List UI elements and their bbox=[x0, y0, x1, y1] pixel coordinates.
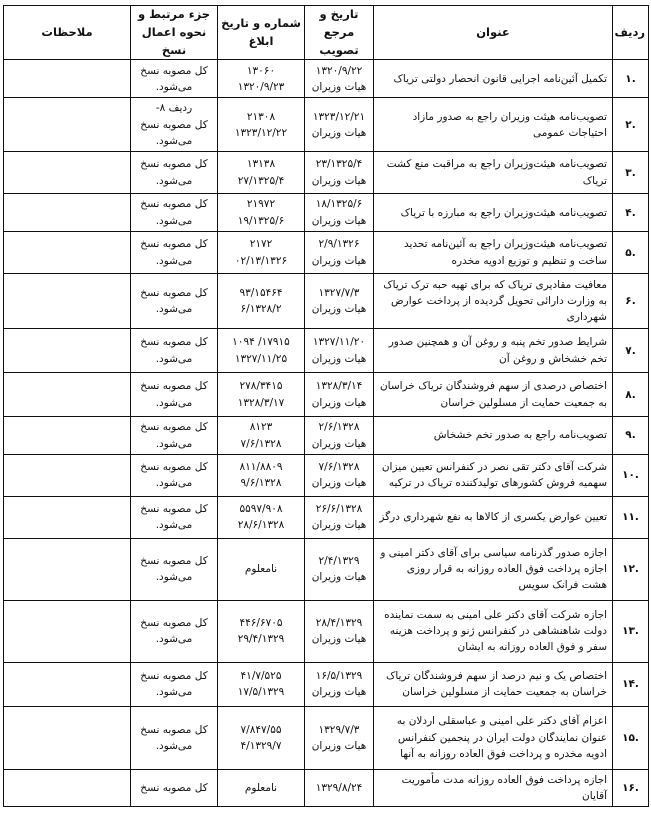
title-cell: اجازه شرکت آقای دکتر علی امینی به سمت نماینده دولت شاهنشاهی در کنفرانس ژنو و پرداخت هزینه سفر و فوق العاده روزانه به ایشان bbox=[374, 600, 613, 662]
table-row bbox=[4, 600, 649, 662]
number-date-cell bbox=[218, 538, 305, 600]
repeal-text: کل مصوبه نسخ bbox=[140, 503, 208, 515]
date-ref-cell bbox=[305, 232, 374, 274]
repeal-text: کل مصوبه نسخ bbox=[140, 670, 208, 682]
approval-date: ١٣٢٨/۶/٢۶ bbox=[315, 503, 363, 515]
repeal-text: کل مصوبه نسخ bbox=[140, 781, 208, 794]
number-date-cell bbox=[218, 662, 305, 706]
date-ref-cell bbox=[305, 769, 374, 807]
notification-date: ١٣٢٠/٩/٢٣ bbox=[237, 80, 285, 93]
related-part-cell bbox=[131, 417, 218, 455]
number-date-cell bbox=[218, 232, 305, 274]
date-ref-cell bbox=[305, 152, 374, 194]
title-cell: شرکت آقای دکتر تقی نصر در کنفرانس تعیین میزان سهمیه فروش کشورهای تولیدکننده تریاک در ترکیه bbox=[374, 454, 613, 496]
number-date-cell bbox=[218, 329, 305, 373]
row-number-cell: .١٣ bbox=[613, 600, 649, 662]
repeal-text: کل مصوبه نسخ bbox=[140, 380, 208, 393]
notification-date: ١٣٢٨/۶/٧ bbox=[240, 437, 282, 450]
notification-number: ٢٧٨/٣۴١۵ bbox=[239, 380, 283, 393]
table-row bbox=[4, 98, 649, 152]
number-date-cell bbox=[218, 496, 305, 538]
approval-date: ١٣٢٩/٨/٢۴ bbox=[315, 781, 363, 794]
notification-number: ٢١٧٢ bbox=[249, 238, 273, 251]
table-row bbox=[4, 769, 649, 807]
header-title: عنوان bbox=[374, 6, 613, 60]
notification-date: ١٣٢٩/۵/١٧ bbox=[237, 686, 285, 699]
approval-date: ١٣٢٨/۶/٧ bbox=[318, 461, 360, 473]
header-notes: ملاحظات bbox=[4, 6, 131, 60]
related-part-cell bbox=[131, 769, 218, 807]
number-date-cell bbox=[218, 60, 305, 98]
table-row bbox=[4, 274, 649, 329]
title-cell: تعیین عوارض یکسری از کالاها به نفع شهرداری درگز bbox=[374, 496, 613, 538]
row-number-cell: .١۴ bbox=[613, 662, 649, 706]
date-ref-cell bbox=[305, 329, 374, 373]
row-number-cell: .١٠ bbox=[613, 454, 649, 496]
repeal-text: می‌شود. bbox=[155, 437, 193, 450]
title-cell: اجازه پرداخت فوق العاده روزانه مدت مأموریت آقایان bbox=[374, 769, 613, 807]
number-date-cell bbox=[218, 769, 305, 807]
number-date-cell bbox=[218, 98, 305, 152]
approval-authority: هیات وزیران bbox=[311, 174, 367, 187]
notification-date: ١٣٢٧/١١/٢۵ bbox=[234, 352, 288, 365]
approval-authority: هیات وزیران bbox=[311, 519, 367, 532]
repeal-text: می‌شود. bbox=[155, 633, 193, 646]
title-cell: اختصاص درصدی از سهم فروشندگان تریاک خراسان به جمعیت حمایت از مسلولین خراسان bbox=[374, 373, 613, 417]
approval-date: ١٣٢۵/۴/٢٣ bbox=[315, 158, 363, 171]
repeal-text: کل مصوبه نسخ bbox=[140, 198, 208, 211]
repeal-text: می‌شود. bbox=[155, 519, 193, 532]
approval-date: ١٣٢٩/٧/٣ bbox=[318, 723, 360, 736]
title-cell: تصویب‌نامه هیئت‌وزیران راجع به مراقبت منع کشت تریاک bbox=[374, 152, 613, 194]
table-row bbox=[4, 662, 649, 706]
related-part-cell bbox=[131, 662, 218, 706]
approval-date: ١٣٢٩/۵/١۶ bbox=[315, 670, 363, 682]
notes-cell bbox=[4, 232, 131, 274]
title-cell: تصویب‌نامه راجع به صدور تخم خشخاش bbox=[374, 417, 613, 455]
approval-date: ١٣٢٣/١٢/٢١ bbox=[312, 110, 366, 123]
notes-cell bbox=[4, 769, 131, 807]
table-row bbox=[4, 373, 649, 417]
related-part-cell bbox=[131, 152, 218, 194]
date-ref-cell bbox=[305, 600, 374, 662]
related-part-cell bbox=[131, 706, 218, 769]
notification-number: ٨١٢٣ bbox=[249, 421, 273, 434]
notification-number: ٢١٩٧٢ bbox=[246, 198, 276, 211]
approval-authority: هیات وزیران bbox=[311, 437, 367, 450]
number-date-cell bbox=[218, 417, 305, 455]
number-date-cell bbox=[218, 600, 305, 662]
repeal-text: کل مصوبه نسخ bbox=[140, 461, 208, 473]
related-part-cell bbox=[131, 454, 218, 496]
notification-date: ١٣٢۵/۴/٢٧ bbox=[237, 174, 285, 187]
date-ref-cell bbox=[305, 706, 374, 769]
date-ref-cell bbox=[305, 417, 374, 455]
repeal-text: می‌شود. bbox=[155, 134, 193, 147]
table-row bbox=[4, 538, 649, 600]
approval-date: ١٣٢۵/۶/١٨ bbox=[315, 198, 363, 211]
approval-authority: هیات وزیران bbox=[311, 80, 367, 93]
repeal-text: می‌شود. bbox=[155, 739, 193, 752]
title-cell: تصویب‌نامه هیئت‌وزیران راجع به مبارزه با تریاک bbox=[374, 194, 613, 232]
related-part-cell bbox=[131, 98, 218, 152]
notification-date: ١٣٢٨/۶/٩ bbox=[240, 477, 282, 490]
notification-date: ١٣٢۵/۶/١٩ bbox=[237, 214, 285, 227]
table-row bbox=[4, 60, 649, 98]
row-number-cell: .٢ bbox=[613, 98, 649, 152]
title-cell: اعزام آقای دکتر علی امینی و عباسقلی اردلان به عنوان نمایندگان دولت ایران در پنجمین کنفرانس ادویه مخدره و پرداخت فوق العاده روزانه به آنها bbox=[374, 706, 613, 769]
title-cell: تکمیل آئین‌نامه اجرایی قانون انحصار دولتی تریاک bbox=[374, 60, 613, 98]
repeal-text: کل مصوبه نسخ bbox=[140, 421, 208, 434]
row-number-cell: .١١ bbox=[613, 496, 649, 538]
date-ref-cell bbox=[305, 60, 374, 98]
approval-authority: هیات وزیران bbox=[311, 396, 367, 409]
header-number-date: شماره و تاریخ ابلاغ bbox=[218, 6, 305, 60]
notes-cell bbox=[4, 194, 131, 232]
related-part-cell bbox=[131, 232, 218, 274]
repeal-text: می‌شود. bbox=[155, 686, 193, 699]
approval-date: ١٣٢٨/۶/٢ bbox=[318, 421, 360, 434]
notes-cell bbox=[4, 152, 131, 194]
repeal-text: کل مصوبه نسخ bbox=[140, 286, 208, 299]
related-part-cell bbox=[131, 274, 218, 329]
approval-date: ١٣٢٩/۴/٢٨ bbox=[315, 617, 363, 629]
notes-cell bbox=[4, 706, 131, 769]
title-cell: تصویب‌نامه هیئت وزیران راجع به صدور مازاد احتیاجات عمومی bbox=[374, 98, 613, 152]
approval-authority: هیات وزیران bbox=[311, 352, 367, 365]
approval-date: ١٣٢٩/۴/٢ bbox=[318, 555, 360, 567]
notification-date: ١٣٢٨/٢/۶ bbox=[240, 303, 282, 316]
notes-cell bbox=[4, 60, 131, 98]
header-row bbox=[4, 6, 649, 60]
repeal-text: کل مصوبه نسخ bbox=[140, 118, 208, 131]
notes-cell bbox=[4, 98, 131, 152]
regulations-table bbox=[3, 5, 649, 807]
notification-number: نامعلوم bbox=[244, 563, 278, 576]
title-cell: شرایط صدور تخم پنبه و روغن آن و همچنین صدور تخم خشخاش و روغن آن bbox=[374, 329, 613, 373]
approval-authority: هیات وزیران bbox=[311, 633, 367, 646]
table-row bbox=[4, 417, 649, 455]
row-number-cell: .١ bbox=[613, 60, 649, 98]
notification-date: ١٣٢٨/۶/٢٨ bbox=[237, 519, 285, 532]
notification-date: ١٣٢٩/٧/۴ bbox=[240, 739, 282, 752]
date-ref-cell bbox=[305, 194, 374, 232]
repeal-text: می‌شود. bbox=[155, 214, 193, 227]
table-row bbox=[4, 232, 649, 274]
header-row-number: ردیف bbox=[613, 6, 649, 60]
notification-number: نامعلوم bbox=[244, 781, 278, 794]
notes-cell bbox=[4, 454, 131, 496]
repeal-text: کل مصوبه نسخ bbox=[140, 238, 208, 251]
title-cell: اختصاص یک و نیم درصد از سهم فروشندگان تریاک خراسان به جمعیت حمایت از مسلولین خراسان bbox=[374, 662, 613, 706]
number-date-cell bbox=[218, 274, 305, 329]
header-date-ref: تاریخ و مرجع تصویب bbox=[305, 6, 374, 60]
row-number-cell: .١۶ bbox=[613, 769, 649, 807]
header-related-part: جزء مرتبط و نحوه اعمال نسخ bbox=[131, 6, 218, 60]
related-part-cell bbox=[131, 538, 218, 600]
notes-cell bbox=[4, 538, 131, 600]
notification-date: ١٣٢٣/١٢/٢٢ bbox=[234, 126, 288, 139]
row-number-cell: .١٢ bbox=[613, 538, 649, 600]
approval-authority: هیات وزیران bbox=[311, 126, 367, 139]
date-ref-cell bbox=[305, 538, 374, 600]
date-ref-cell bbox=[305, 662, 374, 706]
notification-number: ٩٠٨/۵۵٩٧ bbox=[239, 503, 283, 515]
repeal-text: ردیف ٨- bbox=[155, 102, 193, 115]
table-row bbox=[4, 496, 649, 538]
number-date-cell bbox=[218, 706, 305, 769]
repeal-text: می‌شود. bbox=[155, 303, 193, 316]
date-ref-cell bbox=[305, 98, 374, 152]
notification-number: ٨١١/٨٨٠٩ bbox=[239, 461, 283, 473]
approval-date: ١٣٢٧/١١/٢٠ bbox=[312, 336, 366, 349]
row-number-cell: .۵ bbox=[613, 232, 649, 274]
related-part-cell bbox=[131, 600, 218, 662]
approval-authority: هیات وزیران bbox=[311, 214, 367, 227]
repeal-text: می‌شود. bbox=[155, 80, 193, 93]
related-part-cell bbox=[131, 329, 218, 373]
approval-date: ١٣٢۶/٢/٩ bbox=[318, 238, 360, 251]
notification-date: ١٣٢٨/٣/١٧ bbox=[237, 396, 285, 409]
approval-authority: هیات وزیران bbox=[311, 477, 367, 490]
approval-date: ١٣٢٠/٩/٢٢ bbox=[315, 64, 363, 77]
approval-authority: هیات وزیران bbox=[311, 303, 367, 316]
notification-number: ١٣١٣٨ bbox=[246, 158, 276, 171]
notification-number: ۴۴۶/۶٧٠۵ bbox=[239, 617, 283, 629]
number-date-cell bbox=[218, 454, 305, 496]
repeal-text: می‌شود. bbox=[155, 352, 193, 365]
number-date-cell bbox=[218, 152, 305, 194]
related-part-cell bbox=[131, 194, 218, 232]
repeal-text: کل مصوبه نسخ bbox=[140, 158, 208, 171]
row-number-cell: .۴ bbox=[613, 194, 649, 232]
repeal-text: می‌شود. bbox=[155, 477, 193, 490]
notification-date: ١٣٢٩/۴/٢٩ bbox=[237, 633, 285, 646]
number-date-cell bbox=[218, 194, 305, 232]
row-number-cell: .٧ bbox=[613, 329, 649, 373]
notes-cell bbox=[4, 329, 131, 373]
approval-authority: هیات وزیران bbox=[311, 571, 367, 584]
table-row bbox=[4, 454, 649, 496]
notification-number: ١٧٩١۵/ ١٠٩۴ bbox=[232, 336, 290, 349]
title-cell: معافیت مقادیری تریاک که برای تهیه حبه ترک تریاک به وزارت دارائی تحویل گردیده از پرداخت عوارض شهرداری bbox=[374, 274, 613, 329]
approval-authority: هیات وزیران bbox=[311, 739, 367, 752]
notes-cell bbox=[4, 417, 131, 455]
repeal-text: می‌شود. bbox=[155, 174, 193, 187]
row-number-cell: .١۵ bbox=[613, 706, 649, 769]
notes-cell bbox=[4, 496, 131, 538]
notification-number: ٩٣/١۵۴۶۴ bbox=[239, 286, 283, 299]
repeal-text: کل مصوبه نسخ bbox=[140, 64, 208, 77]
table-body bbox=[4, 60, 649, 807]
title-cell: تصویب‌نامه هیئت‌وزیران راجع به آئین‌نامه تحدید ساخت و تنظیم و توزیع ادویه مخدره bbox=[374, 232, 613, 274]
approval-authority: هیات وزیران bbox=[311, 254, 367, 267]
notification-number: ٢١٣٠٨ bbox=[246, 110, 276, 123]
date-ref-cell bbox=[305, 373, 374, 417]
related-part-cell bbox=[131, 496, 218, 538]
repeal-text: می‌شود. bbox=[155, 396, 193, 409]
notes-cell bbox=[4, 600, 131, 662]
row-number-cell: .٨ bbox=[613, 373, 649, 417]
table-row bbox=[4, 329, 649, 373]
repeal-text: کل مصوبه نسخ bbox=[140, 723, 208, 736]
approval-date: ١٣٢٧/٧/٣ bbox=[318, 286, 360, 299]
notes-cell bbox=[4, 373, 131, 417]
row-number-cell: .٣ bbox=[613, 152, 649, 194]
table-row bbox=[4, 152, 649, 194]
repeal-text: می‌شود. bbox=[155, 254, 193, 267]
date-ref-cell bbox=[305, 454, 374, 496]
table-row bbox=[4, 194, 649, 232]
related-part-cell bbox=[131, 373, 218, 417]
repeal-text: می‌شود. bbox=[155, 571, 193, 584]
notification-number: ۵٢۵/٧/۴١ bbox=[240, 670, 282, 682]
number-date-cell bbox=[218, 373, 305, 417]
approval-authority: هیات وزیران bbox=[311, 686, 367, 699]
title-cell: اجازه صدور گذرنامه سیاسی برای آقای دکتر امینی و اجازه پرداخت فوق العاده روزانه به قرار روزی هشت فرانک سویس bbox=[374, 538, 613, 600]
approval-date: ١٣٢٨/٣/١۴ bbox=[315, 380, 363, 393]
notes-cell bbox=[4, 662, 131, 706]
table-row bbox=[4, 706, 649, 769]
related-part-cell bbox=[131, 60, 218, 98]
row-number-cell: .۶ bbox=[613, 274, 649, 329]
notification-date: ١٣٢۶/٠٢/١٣ bbox=[234, 254, 288, 267]
notification-number: ۵۵/٧/٨۴٧ bbox=[240, 723, 282, 736]
notification-number: ١٣٠۶٠ bbox=[246, 64, 276, 77]
row-number-cell: .٩ bbox=[613, 417, 649, 455]
repeal-text: کل مصوبه نسخ bbox=[140, 336, 208, 349]
notes-cell bbox=[4, 274, 131, 329]
repeal-text: کل مصوبه نسخ bbox=[140, 555, 208, 567]
date-ref-cell bbox=[305, 496, 374, 538]
date-ref-cell bbox=[305, 274, 374, 329]
repeal-text: کل مصوبه نسخ bbox=[140, 617, 208, 629]
